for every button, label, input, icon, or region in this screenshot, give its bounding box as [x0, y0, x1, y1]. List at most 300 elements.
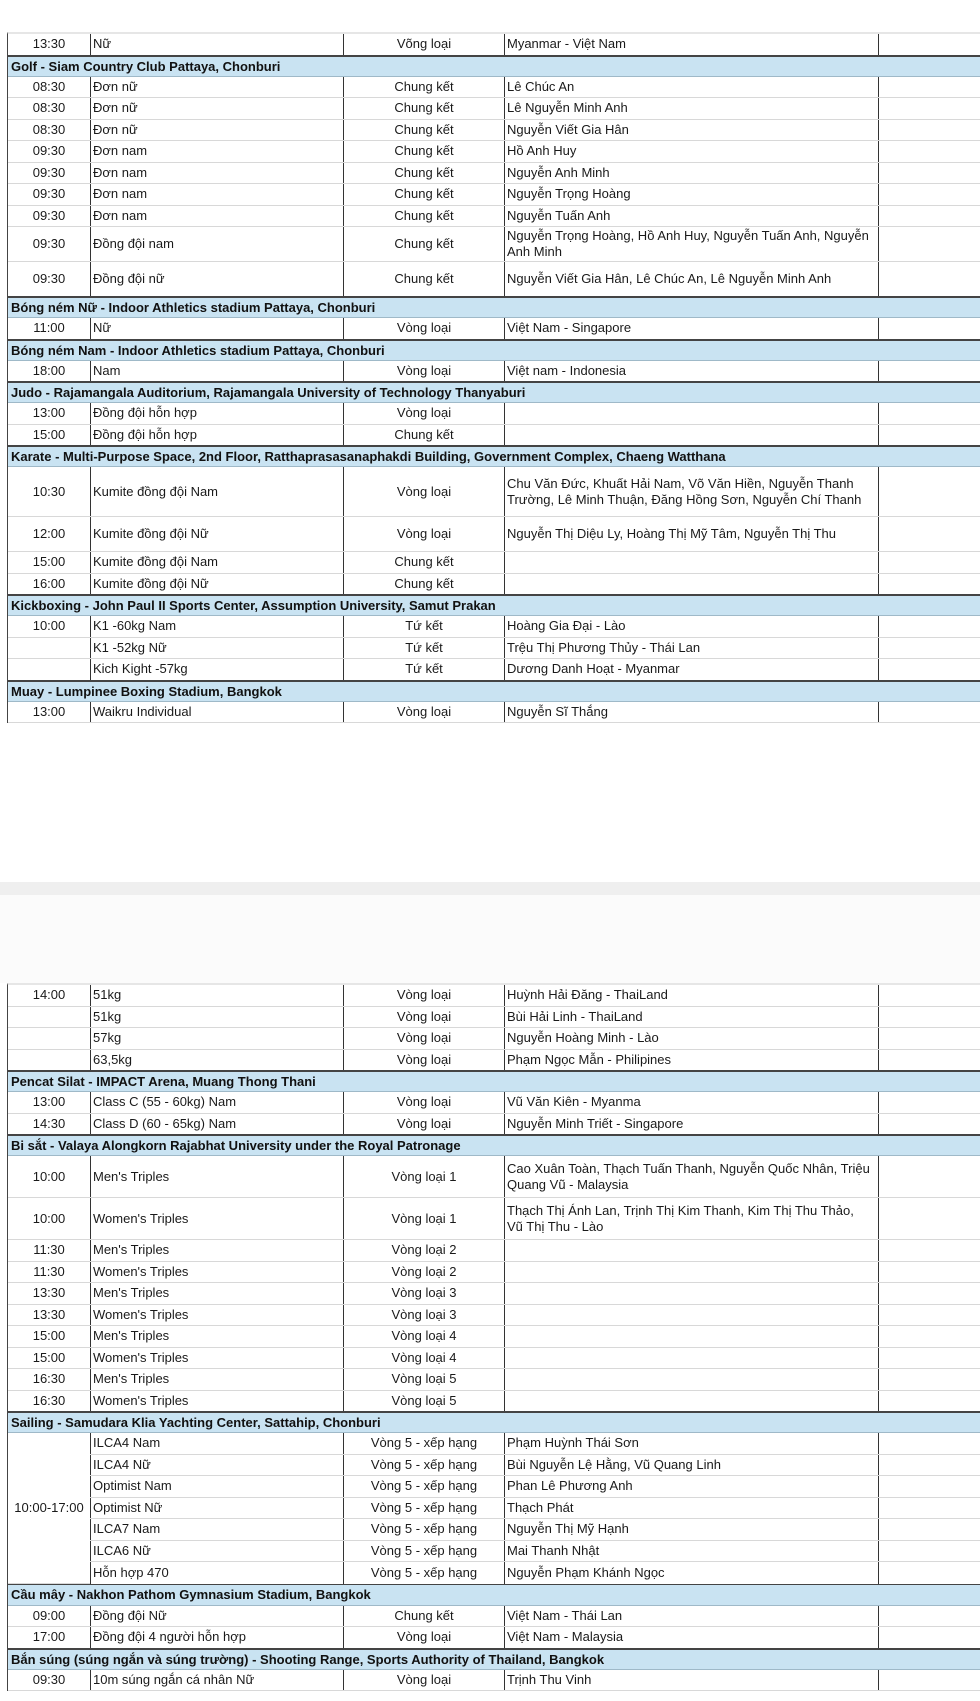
time-cell: 09:30	[32, 236, 66, 251]
athletes-cell: Hồ Anh Huy	[504, 141, 878, 162]
event-cell: Kumite đồng đội Nam	[90, 552, 343, 573]
event-cell: Đơn nam	[90, 141, 343, 162]
athletes-cell	[504, 403, 878, 424]
table-row	[8, 1198, 980, 1240]
round-cell: Chung kết	[343, 163, 504, 184]
empty-cell	[878, 1369, 980, 1390]
empty-cell	[878, 1240, 980, 1261]
event-cell: Women's Triples	[90, 1305, 343, 1326]
event-cell: Men's Triples	[90, 1156, 343, 1197]
time-cell: 15:00	[32, 554, 66, 570]
round-cell: Vòng loại 3	[343, 1305, 504, 1326]
athletes-cell: Nguyễn Viết Gia Hân, Lê Chúc An, Lê Nguyễn Minh Anh	[504, 262, 878, 296]
time-cell: 11:30	[33, 1242, 65, 1258]
empty-cell	[878, 184, 980, 205]
empty-cell	[878, 702, 980, 723]
round-cell: Tứ kết	[343, 659, 504, 680]
table-row	[8, 184, 980, 206]
empty-cell	[878, 1670, 980, 1691]
time-cell: 09:30	[32, 186, 66, 202]
event-cell: Women's Triples	[90, 1348, 343, 1369]
empty-cell	[878, 1455, 980, 1476]
event-cell: Kich Kight -57kg	[90, 659, 343, 680]
table-row	[90, 1519, 980, 1541]
athletes-cell: Việt Nam - Singapore	[504, 318, 878, 339]
athletes-cell	[504, 1305, 878, 1326]
round-cell: Vòng 5 - xếp hạng	[343, 1562, 504, 1584]
empty-cell	[878, 1433, 980, 1454]
time-cell: 10:00	[32, 618, 66, 634]
athletes-cell	[504, 552, 878, 573]
table-row	[8, 1305, 980, 1327]
athletes-cell: Bùi Nguyễn Lệ Hằng, Vũ Quang Linh	[504, 1455, 878, 1476]
round-cell: Vòng loại 5	[343, 1391, 504, 1412]
event-cell: Đồng đội Nữ	[90, 1606, 343, 1627]
event-cell: Optimist Nữ	[90, 1498, 343, 1519]
time-cell: 09:30	[32, 1671, 66, 1687]
event-cell: Đơn nam	[90, 163, 343, 184]
athletes-cell	[504, 1262, 878, 1283]
athletes-cell: Nguyễn Anh Minh	[504, 163, 878, 184]
athletes-cell: Nguyễn Hoàng Minh - Lào	[504, 1028, 878, 1049]
time-cell: 16:30	[32, 1392, 66, 1408]
time-cell: 08:30	[32, 121, 66, 137]
table-row	[90, 1433, 980, 1455]
table-row	[8, 467, 980, 517]
round-cell: Chung kết	[343, 262, 504, 296]
table-row	[8, 361, 980, 383]
round-cell: Vòng 5 - xếp hạng	[343, 1519, 504, 1540]
empty-cell	[878, 467, 980, 516]
event-cell: Đơn nữ	[90, 120, 343, 141]
empty-cell	[878, 361, 980, 382]
empty-cell	[878, 1114, 980, 1135]
table-row	[8, 616, 980, 638]
table-row	[8, 318, 980, 340]
event-cell: Nữ	[90, 318, 343, 339]
round-cell: Chung kết	[343, 425, 504, 446]
time-cell: 10:00	[32, 1210, 66, 1226]
athletes-cell	[504, 1369, 878, 1390]
empty-cell	[878, 616, 980, 637]
event-cell: Men's Triples	[90, 1369, 343, 1390]
time-cell	[8, 1028, 90, 1049]
section-header-karate: Karate - Multi-Purpose Space, 2nd Floor, Ratthaprasasanaphakdi Building, Government Complex, Chaeng Watthana	[8, 446, 980, 467]
time-cell	[8, 1007, 90, 1028]
round-cell: Vòng loại	[343, 318, 504, 339]
empty-cell	[878, 34, 980, 55]
table-row	[8, 77, 980, 99]
round-cell: Vòng loại	[343, 1670, 504, 1691]
time-cell: 09:30	[32, 143, 66, 159]
empty-cell	[878, 659, 980, 680]
athletes-cell	[504, 425, 878, 446]
athletes-cell: Trệu Thị Phương Thủy - Thái Lan	[504, 638, 878, 659]
time-cell: 14:00	[32, 987, 66, 1003]
athletes-cell: Dương Danh Hoạt - Myanmar	[504, 659, 878, 680]
round-cell: Vòng loại	[343, 1092, 504, 1113]
athletes-cell	[504, 1240, 878, 1261]
round-cell: Vòng loại 4	[343, 1348, 504, 1369]
section-header-handball-men: Bóng ném Nam - Indoor Athletics stadium Pattaya, Chonburi	[8, 340, 980, 361]
time-cell: 13:30	[32, 1306, 66, 1322]
section-header-pencak-silat: Pencat Silat - IMPACT Arena, Muang Thong Thani	[8, 1071, 980, 1092]
athletes-cell: Lê Nguyễn Minh Anh	[504, 98, 878, 119]
schedule-sheet-1	[7, 32, 980, 723]
table-row	[8, 120, 980, 142]
event-cell: ILCA6 Nữ	[90, 1541, 343, 1562]
time-cell	[8, 638, 90, 659]
time-cell	[8, 659, 90, 680]
table-row	[8, 1092, 980, 1114]
athletes-cell: Lê Chúc An	[504, 77, 878, 98]
event-cell: 57kg	[90, 1028, 343, 1049]
time-cell: 09:30	[32, 207, 66, 223]
empty-cell	[878, 1391, 980, 1412]
event-cell: Đơn nam	[90, 184, 343, 205]
table-row	[8, 659, 980, 681]
table-row	[8, 403, 980, 425]
round-cell: Vòng loại 5	[343, 1369, 504, 1390]
time-cell: 11:30	[33, 1263, 65, 1279]
table-row	[8, 34, 980, 56]
section-header-shooting: Bắn súng (súng ngắn và súng trường) - Shooting Range, Sports Authority of Thailand, Bangkok	[8, 1649, 980, 1670]
round-cell: Chung kết	[343, 552, 504, 573]
table-row	[8, 1606, 980, 1628]
round-cell: Vòng loại 2	[343, 1240, 504, 1261]
athletes-cell	[504, 1348, 878, 1369]
table-row	[90, 1498, 980, 1520]
time-cell: 11:00	[33, 320, 65, 336]
empty-cell	[878, 318, 980, 339]
round-cell: Vòng 5 - xếp hạng	[343, 1433, 504, 1454]
time-cell: 09:30	[32, 164, 66, 180]
event-cell: 10m súng ngắn cá nhân Nữ	[90, 1670, 343, 1691]
round-cell: Vòng loại 1	[343, 1156, 504, 1197]
time-cell: 12:00	[32, 526, 66, 541]
event-cell: Class C (55 - 60kg) Nam	[90, 1092, 343, 1113]
empty-cell	[878, 206, 980, 227]
athletes-cell: Hoàng Gia Đại - Lào	[504, 616, 878, 637]
empty-cell	[878, 425, 980, 446]
time-cell	[8, 1050, 90, 1071]
table-row	[90, 1562, 980, 1584]
time-cell: 13:00	[32, 1094, 66, 1110]
event-cell: Đơn nữ	[90, 77, 343, 98]
event-cell: Nữ	[90, 34, 343, 55]
athletes-cell: Nguyễn Phạm Khánh Ngọc	[504, 1562, 878, 1584]
time-cell: 16:30	[32, 1371, 66, 1387]
round-cell: Chung kết	[343, 1606, 504, 1627]
event-cell: Women's Triples	[90, 1391, 343, 1412]
table-row	[8, 1156, 980, 1198]
event-cell: Đồng đội nam	[90, 227, 343, 261]
time-cell: 15:00	[32, 1328, 66, 1344]
empty-cell	[878, 1262, 980, 1283]
merged-time-cell: 10:00-17:00	[8, 1433, 90, 1584]
event-cell: Đơn nữ	[90, 98, 343, 119]
athletes-cell: Phan Lê Phương Anh	[504, 1476, 878, 1497]
athletes-cell: Trịnh Thu Vinh	[504, 1670, 878, 1691]
empty-cell	[878, 552, 980, 573]
time-cell: 09:30	[32, 271, 66, 286]
round-cell: Vòng loại	[343, 985, 504, 1006]
table-row	[8, 1114, 980, 1136]
athletes-cell: Thạch Thị Ánh Lan, Trịnh Thị Kim Thanh, Kim Thị Thu Thảo, Vũ Thị Thu - Lào	[504, 1198, 878, 1239]
empty-cell	[878, 1050, 980, 1071]
round-cell: Chung kết	[343, 141, 504, 162]
round-cell: Tứ kết	[343, 638, 504, 659]
event-cell: Class D (60 - 65kg) Nam	[90, 1114, 343, 1135]
round-cell: Vòng loại	[343, 517, 504, 551]
round-cell: Vòng loại	[343, 361, 504, 382]
round-cell: Chung kết	[343, 206, 504, 227]
empty-cell	[878, 985, 980, 1006]
empty-cell	[878, 1305, 980, 1326]
athletes-cell: Thạch Phát	[504, 1498, 878, 1519]
table-row	[90, 1455, 980, 1477]
athletes-cell: Nguyễn Trọng Hoàng	[504, 184, 878, 205]
time-cell: 09:00	[32, 1607, 66, 1623]
athletes-cell: Phạm Huỳnh Thái Sơn	[504, 1433, 878, 1454]
time-cell: 08:30	[32, 100, 66, 116]
athletes-cell: Nguyễn Sĩ Thắng	[504, 702, 878, 723]
table-row	[8, 1283, 980, 1305]
round-cell: Vòng loại	[343, 403, 504, 424]
table-row	[8, 206, 980, 228]
table-row	[8, 1007, 980, 1029]
empty-cell	[878, 638, 980, 659]
time-cell: 13:00	[32, 405, 66, 421]
table-row	[8, 1262, 980, 1284]
athletes-cell: Nguyễn Viết Gia Hân	[504, 120, 878, 141]
round-cell: Vòng loại 1	[343, 1198, 504, 1239]
round-cell: Vòng loại 2	[343, 1262, 504, 1283]
event-cell: Kumite đồng đội Nam	[90, 467, 343, 516]
event-cell: Women's Triples	[90, 1198, 343, 1239]
section-header-sepak-takraw: Cầu mây - Nakhon Pathom Gymnasium Stadium, Bangkok	[8, 1585, 980, 1606]
event-cell: Women's Triples	[90, 1262, 343, 1283]
athletes-cell: Việt nam - Indonesia	[504, 361, 878, 382]
athletes-cell: Chu Văn Đức, Khuất Hải Nam, Võ Văn Hiền, Nguyễn Thanh Trường, Lê Minh Thuận, Đăng Hồng Sơn, Nguyễn Chí Thanh	[504, 467, 878, 516]
section-header-sailing: Sailing - Samudara Klia Yachting Center, Sattahip, Chonburi	[8, 1412, 980, 1433]
table-row	[8, 702, 980, 724]
table-row	[8, 638, 980, 660]
empty-cell	[878, 1562, 980, 1584]
event-cell: ILCA4 Nam	[90, 1433, 343, 1454]
section-header-handball-women: Bóng ném Nữ - Indoor Athletics stadium Pattaya, Chonburi	[8, 297, 980, 318]
empty-cell	[878, 120, 980, 141]
event-cell: 63,5kg	[90, 1050, 343, 1071]
athletes-cell	[504, 1326, 878, 1347]
event-cell: Đơn nam	[90, 206, 343, 227]
round-cell: Vòng loại	[343, 467, 504, 516]
event-cell: Đồng đội nữ	[90, 262, 343, 296]
event-cell: Men's Triples	[90, 1240, 343, 1261]
event-cell: Kumite đồng đội Nữ	[90, 517, 343, 551]
empty-cell	[878, 1156, 980, 1197]
time-cell: 08:30	[32, 78, 66, 94]
event-cell: Waikru Individual	[90, 702, 343, 723]
event-cell: Đồng đội hỗn hợp	[90, 425, 343, 446]
table-row	[8, 425, 980, 447]
event-cell: Đồng đội 4 người hỗn hợp	[90, 1627, 343, 1648]
time-cell: 10:00	[32, 1168, 66, 1184]
round-cell: Chung kết	[343, 227, 504, 261]
table-row	[8, 574, 980, 596]
empty-cell	[878, 1028, 980, 1049]
round-cell: Vòng 5 - xếp hạng	[343, 1498, 504, 1519]
round-cell: Chung kết	[343, 120, 504, 141]
round-cell: Chung kết	[343, 574, 504, 595]
table-row	[8, 1028, 980, 1050]
round-cell: Vòng loại	[343, 1114, 504, 1135]
event-cell: 51kg	[90, 985, 343, 1006]
table-row	[8, 985, 980, 1007]
event-cell: Men's Triples	[90, 1283, 343, 1304]
round-cell: Vòng loại	[343, 1627, 504, 1648]
athletes-cell: Mai Thanh Nhật	[504, 1541, 878, 1562]
table-row	[8, 262, 980, 297]
athletes-cell: Nguyễn Thị Mỹ Hạnh	[504, 1519, 878, 1540]
section-header-golf: Golf - Siam Country Club Pattaya, Chonburi	[8, 56, 980, 77]
time-cell: 13:30	[32, 36, 66, 52]
section-header-judo: Judo - Rajamangala Auditorium, Rajamangala University of Technology Thanyaburi	[8, 382, 980, 403]
empty-cell	[878, 1476, 980, 1497]
table-row	[8, 163, 980, 185]
section-header-kickboxing: Kickboxing - John Paul II Sports Center, Assumption University, Samut Prakan	[8, 595, 980, 616]
section-header-petanque: Bi sắt - Valaya Alongkorn Rajabhat University under the Royal Patronage	[8, 1135, 980, 1156]
section-header-muay: Muay - Lumpinee Boxing Stadium, Bangkok	[8, 681, 980, 702]
time-cell: 15:00	[32, 426, 66, 442]
athletes-cell	[504, 1391, 878, 1412]
empty-cell	[878, 163, 980, 184]
empty-cell	[878, 1092, 980, 1113]
time-cell: 14:30	[32, 1115, 66, 1131]
athletes-cell: Huỳnh Hải Đăng - ThaiLand	[504, 985, 878, 1006]
time-cell: 13:00	[32, 703, 66, 719]
time-cell: 16:00	[32, 575, 66, 591]
page-divider	[0, 882, 980, 895]
athletes-cell: Nguyễn Minh Triết - Singapore	[504, 1114, 878, 1135]
empty-cell	[878, 1198, 980, 1239]
page-gap	[0, 895, 980, 983]
event-cell: 51kg	[90, 1007, 343, 1028]
empty-cell	[878, 1326, 980, 1347]
athletes-cell: Nguyễn Thị Diệu Ly, Hoàng Thị Mỹ Tâm, Nguyễn Thị Thu	[504, 517, 878, 551]
round-cell: Chung kết	[343, 77, 504, 98]
round-cell: Vòng 5 - xếp hạng	[343, 1476, 504, 1497]
table-row	[90, 1476, 980, 1498]
round-cell: Chung kết	[343, 98, 504, 119]
table-row	[8, 1627, 980, 1649]
event-cell: Kumite đồng đội Nữ	[90, 574, 343, 595]
round-cell: Vòng loại	[343, 1028, 504, 1049]
empty-cell	[878, 574, 980, 595]
time-cell: 17:00	[32, 1629, 66, 1645]
time-cell: 10:30	[32, 483, 66, 499]
time-cell: 15:00	[32, 1349, 66, 1365]
round-cell: Chung kết	[343, 184, 504, 205]
round-cell: Vòng loại	[343, 1050, 504, 1071]
event-cell: ILCA4 Nữ	[90, 1455, 343, 1476]
empty-cell	[878, 1348, 980, 1369]
athletes-cell: Việt Nam - Malaysia	[504, 1627, 878, 1648]
table-row	[8, 1348, 980, 1370]
table-row	[8, 98, 980, 120]
table-row	[8, 1240, 980, 1262]
empty-cell	[878, 1627, 980, 1648]
sailing-rows	[90, 1433, 980, 1584]
table-row	[8, 1050, 980, 1072]
round-cell: Vòng 5 - xếp hạng	[343, 1455, 504, 1476]
event-cell: K1 -60kg Nam	[90, 616, 343, 637]
table-row	[8, 227, 980, 262]
round-cell: Vòng loại 3	[343, 1283, 504, 1304]
athletes-cell: Vũ Văn Kiên - Myanma	[504, 1092, 878, 1113]
round-cell: Võng loại	[343, 34, 504, 55]
empty-cell	[878, 141, 980, 162]
round-cell: Tứ kết	[343, 616, 504, 637]
athletes-cell: Nguyễn Trọng Hoàng, Hồ Anh Huy, Nguyễn Tuấn Anh, Nguyễn Anh Minh	[504, 227, 878, 261]
empty-cell	[878, 403, 980, 424]
empty-cell	[878, 77, 980, 98]
empty-cell	[878, 262, 980, 296]
athletes-cell: Việt Nam - Thái Lan	[504, 1606, 878, 1627]
empty-cell	[878, 1007, 980, 1028]
table-row	[8, 1670, 980, 1692]
table-row	[8, 1391, 980, 1413]
athletes-cell: Bùi Hải Linh - ThaiLand	[504, 1007, 878, 1028]
round-cell: Vòng loại	[343, 1007, 504, 1028]
table-row	[8, 1326, 980, 1348]
empty-cell	[878, 517, 980, 551]
table-row	[8, 552, 980, 574]
event-cell: Hỗn hợp 470	[90, 1562, 343, 1584]
round-cell: Vòng loại 4	[343, 1326, 504, 1347]
event-cell: Optimist Nam	[90, 1476, 343, 1497]
athletes-cell: Phạm Ngọc Mẫn - Philipines	[504, 1050, 878, 1071]
page-gap	[0, 736, 980, 882]
event-cell: Đồng đội hỗn hợp	[90, 403, 343, 424]
empty-cell	[878, 98, 980, 119]
sailing-group	[8, 1433, 980, 1585]
event-cell: K1 -52kg Nữ	[90, 638, 343, 659]
athletes-cell: Myanmar - Việt Nam	[504, 34, 878, 55]
empty-cell	[878, 1498, 980, 1519]
time-cell: 18:00	[32, 362, 66, 378]
empty-cell	[878, 1283, 980, 1304]
athletes-cell: Cao Xuân Toàn, Thạch Tuấn Thanh, Nguyễn Quốc Nhân, Triệu Quang Vũ - Malaysia	[504, 1156, 878, 1197]
empty-cell	[878, 1606, 980, 1627]
event-cell: Nam	[90, 361, 343, 382]
table-row	[90, 1541, 980, 1563]
table-row	[8, 141, 980, 163]
athletes-cell	[504, 574, 878, 595]
empty-cell	[878, 1519, 980, 1540]
athletes-cell: Nguyễn Tuấn Anh	[504, 206, 878, 227]
schedule-sheet-2	[7, 983, 980, 1691]
round-cell: Vòng loại	[343, 702, 504, 723]
table-row	[8, 1369, 980, 1391]
empty-cell	[878, 1541, 980, 1562]
round-cell: Vòng 5 - xếp hạng	[343, 1541, 504, 1562]
time-cell: 13:30	[32, 1285, 66, 1301]
table-row	[8, 517, 980, 552]
event-cell: ILCA7 Nam	[90, 1519, 343, 1540]
athletes-cell	[504, 1283, 878, 1304]
event-cell: Men's Triples	[90, 1326, 343, 1347]
